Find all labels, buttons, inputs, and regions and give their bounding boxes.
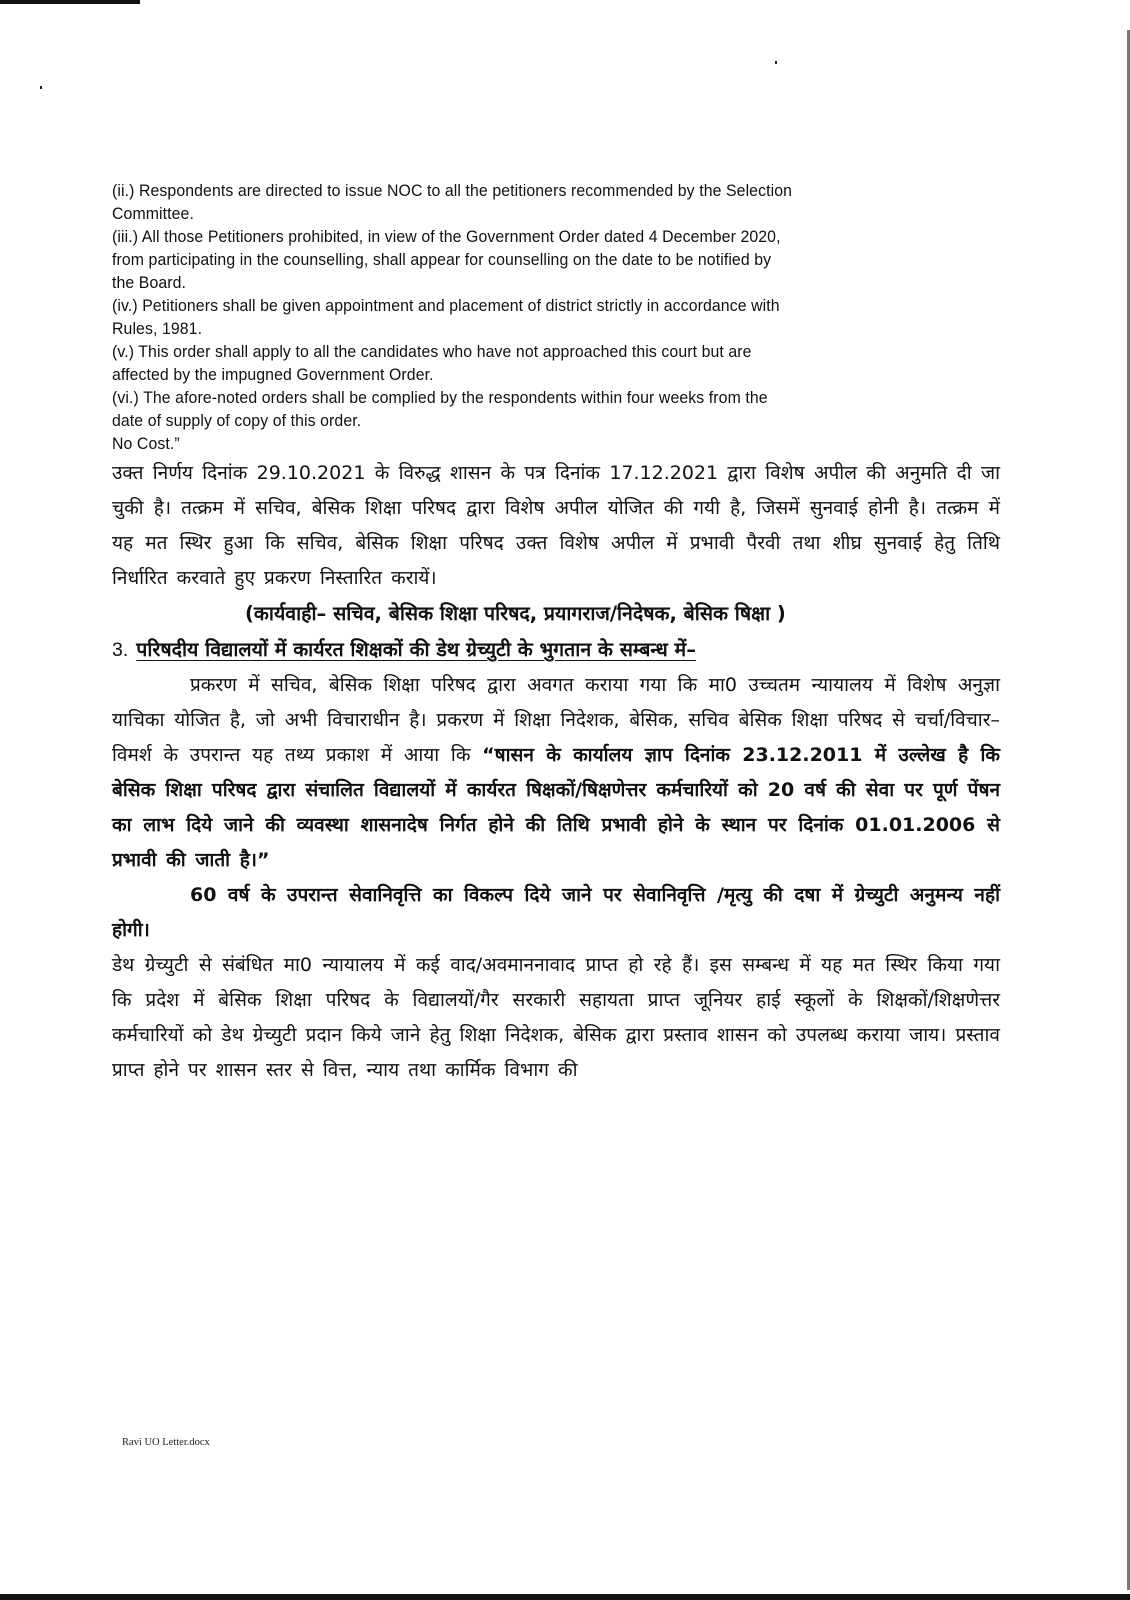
paragraph-text: प्रकरण में सचिव, बेसिक शिक्षा परिषद द्वारा अवगत कराया गया कि मा0 उच्चतम न्यायालय में विशेष अनुज्ञा याचिका योजित है, जो अभी विचाराधीन है। प्रकरण में शिक्षा निदेशक, बेसिक, सचिव बेसिक शिक्षा परिषद से चर्चा/विचार–विमर्श के उपरान्त यह तथ्य प्रकाश में आया कि	[112, 674, 1000, 766]
special-appeal-paragraph: उक्त निर्णय दिनांक 29.10.2021 के विरुद्ध शासन के पत्र दिनांक 17.12.2021 द्वारा विशेष अपील की अनुमति दी जा चुकी है। तत्क्रम में सचिव, बेसिक शिक्षा परिषद द्वारा विशेष अपील योजित की गयी है, जिसमें सुनवाई होनी है। तत्क्रम में यह मत स्थिर हुआ कि सचिव, बेसिक शिक्षा परिषद उक्त विशेष अपील में प्रभावी पैरवी तथा शीघ्र सुनवाई हेतु तिथि निर्धारित करवाते हुए प्रकरण निस्तारित करायें।	[112, 462, 1000, 589]
order-line: Rules, 1981.	[112, 320, 203, 338]
retirement-option-paragraph: 60 वर्ष के उपरान्त सेवानिवृत्ति का विकल्प दिये जाने पर सेवानिवृत्ति /मृत्यु की दषा में ग्रेच्युटी अनुमन्य नहीं होगी।	[112, 884, 1000, 941]
order-line: affected by the impugned Government Order.	[112, 366, 434, 384]
order-line: (iii.) All those Petitioners prohibited, in view of the Government Order dated 4 December 2020,	[112, 228, 781, 246]
action-note: (कार्यवाही– सचिव, बेसिक शिक्षा परिषद, प्रयागराज/निदेषक, बेसिक षिक्षा )	[245, 602, 786, 625]
death-gratuity-paragraph	[112, 668, 1000, 878]
section-number: 3.	[112, 639, 129, 661]
scan-speck	[40, 86, 42, 89]
order-line: date of supply of copy of this order.	[112, 412, 362, 430]
quoted-office-memo: “षासन के कार्यालय ज्ञाप दिनांक 23.12.2011 में उल्लेख है कि बेसिक शिक्षा परिषद द्वारा संचालित विद्यालयों में कार्यरत षिक्षकों/षिक्षणेत्तर कर्मचारियों को 20 वर्ष की सेवा पर पूर्ण पेंषन का लाभ दिये जाने की व्यवस्था शासनादेष निर्गत होने की तिथि प्रभावी होने के स्थान पर दिनांक 01.01.2006 से प्रभावी की जाती है।”	[112, 744, 1000, 871]
scan-edge-bottom	[0, 1594, 1130, 1600]
order-line: Committee.	[112, 205, 194, 223]
court-cases-paragraph: डेथ ग्रेच्युटी से संबंधित मा0 न्यायालय में कई वाद/अवमाननावाद प्राप्त हो रहे हैं। इस सम्बन्ध में यह मत स्थिर किया गया कि प्रदेश में बेसिक शिक्षा परिषद के विद्यालयों/गैर सरकारी सहायता प्राप्त जूनियर हाई स्कूलों के शिक्षकों/शिक्षणेत्तर कर्मचारियों को डेथ ग्रेच्युटी प्रदान किये जाने हेतु शिक्षा निदेशक, बेसिक द्वारा प्रस्ताव शासन को उपलब्ध कराया जाय। प्रस्ताव प्राप्त होने पर शासन स्तर से वित्त, न्याय तथा कार्मिक विभाग की	[112, 954, 1000, 1081]
document-page	[112, 180, 1000, 1088]
order-line: (vi.) The afore-noted orders shall be complied by the respondents within four weeks from the	[112, 389, 768, 407]
order-line: No Cost.”	[112, 435, 180, 453]
order-line: (v.) This order shall apply to all the candidates who have not approached this court but are	[112, 343, 752, 361]
order-line: (iv.) Petitioners shall be given appointment and placement of district strictly in accordance with	[112, 297, 780, 315]
scan-edge-top	[0, 0, 140, 4]
court-order-quote	[112, 180, 1000, 456]
order-line: (ii.) Respondents are directed to issue NOC to all the petitioners recommended by the Selection	[112, 182, 793, 200]
order-line: the Board.	[112, 274, 187, 292]
section-heading	[112, 632, 1000, 668]
footer-filename: Ravi UO Letter.docx	[122, 1437, 210, 1448]
order-line: from participating in the counselling, shall appear for counselling on the date to be notified by	[112, 251, 772, 269]
section-heading-text: परिषदीय विद्यालयों में कार्यरत शिक्षकों की डेथ ग्रेच्युटी के भुगतान के सम्बन्ध में–	[136, 638, 696, 661]
scan-speck	[775, 61, 777, 64]
